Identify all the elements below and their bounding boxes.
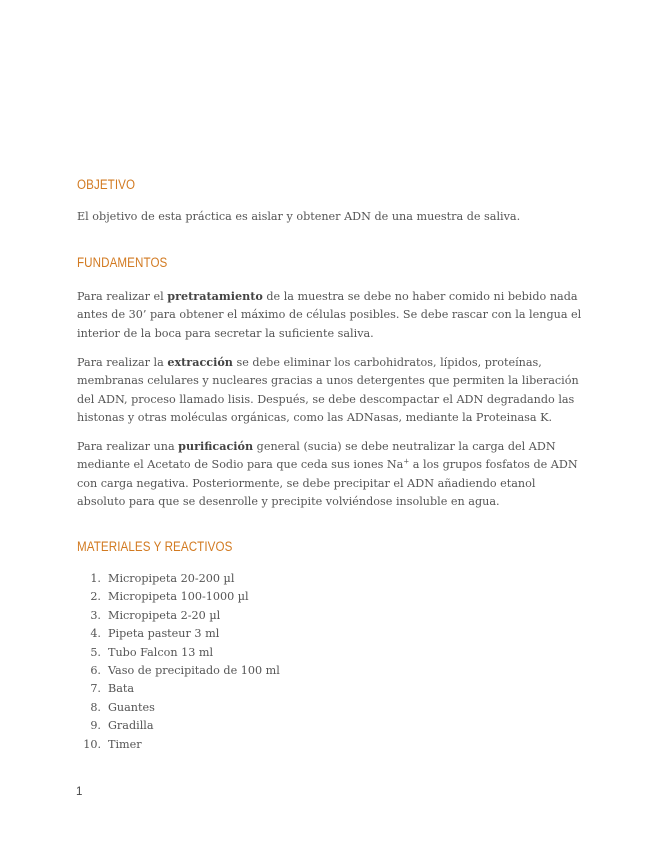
list-item — [77, 644, 280, 662]
text-span: Para realizar el — [77, 290, 168, 303]
list-item-text: Micropipeta 2-20 µl — [108, 608, 221, 622]
list-item-number: 6. — [90, 663, 101, 677]
list-item-text: Guantes — [108, 700, 155, 714]
list-item — [77, 680, 280, 698]
list-item-text: Tubo Falcon 13 ml — [108, 645, 214, 659]
list-item-number: 2. — [90, 590, 101, 604]
list-item-number: 10. — [83, 737, 101, 751]
bold-term-purificacion: purificación — [178, 439, 254, 453]
list-item — [77, 570, 280, 588]
list-item — [77, 699, 280, 717]
fundamentos-paragraph-pretratamiento — [77, 287, 582, 343]
text-span: de la muestra se debe no haber comido ni bebido nada antes de 30’ para obtener el máximo de células posibles. Se debe rascar con la lengua el interior de la boca para secretar la suficiente saliva. — [77, 290, 582, 340]
objetivo-paragraph: El objetivo de esta práctica es aislar y obtener ADN de una muestra de saliva. — [77, 210, 521, 223]
list-item-text: Vaso de precipitado de 100 ml — [108, 663, 280, 677]
list-item-text: Micropipeta 20-200 µl — [108, 572, 235, 585]
list-item-number: 1. — [90, 572, 101, 585]
section-heading-materiales: MATERIALES Y REACTIVOS — [77, 539, 233, 554]
list-item-text: Pipeta pasteur 3 ml — [108, 627, 220, 641]
list-item-text: Timer — [108, 737, 142, 751]
fundamentos-paragraph-extraccion — [77, 353, 582, 427]
page-number: 1 — [76, 786, 83, 798]
list-item — [77, 607, 280, 625]
bold-term-extraccion: extracción — [167, 355, 233, 369]
list-item — [77, 588, 280, 606]
list-item-text: Gradilla — [108, 719, 154, 733]
text-span: Para realizar una — [77, 440, 179, 453]
text-span: general (sucia) se debe neutralizar la carga del ADN mediante el Acetato de Sodio para que ceda sus iones Na — [77, 440, 556, 472]
section-heading-objetivo: OBJETIVO — [77, 177, 136, 192]
list-item-number: 8. — [90, 700, 101, 714]
list-item-number: 7. — [90, 682, 101, 696]
bold-term-pretratamiento: pretratamiento — [167, 289, 263, 303]
list-item-number: 5. — [90, 645, 101, 659]
materials-list — [77, 570, 280, 754]
list-item-text: Micropipeta 100-1000 µl — [108, 590, 249, 604]
list-item-number: 3. — [90, 608, 101, 622]
section-heading-fundamentos: FUNDAMENTOS — [77, 255, 168, 270]
list-item-number: 4. — [90, 627, 101, 641]
list-item-text: Bata — [108, 682, 135, 696]
list-item-number: 9. — [90, 719, 101, 733]
text-span: a los grupos fosfatos de ADN con carga negativa. Posteriormente, se debe precipitar el ADN añadiendo etanol absoluto para que se desenrolle y precipite volviéndose insoluble en agua. — [77, 458, 578, 508]
list-item — [77, 662, 280, 680]
list-item — [77, 736, 280, 754]
superscript-plus: + — [403, 457, 410, 466]
fundamentos-paragraph-purificacion — [77, 437, 582, 511]
list-item — [77, 717, 280, 735]
text-span: Para realizar la — [77, 356, 168, 369]
list-item — [77, 625, 280, 643]
text-span: se debe eliminar los carbohidratos, lípidos, proteínas, membranas celulares y nucleares gracias a unos detergentes que permiten la liberación del ADN, proceso llamado lisis. Después, se debe descompactar el ADN degradando las histonas y otras moléculas orgánicas, como las ADNasas, mediante la Proteinasa K. — [77, 356, 579, 424]
